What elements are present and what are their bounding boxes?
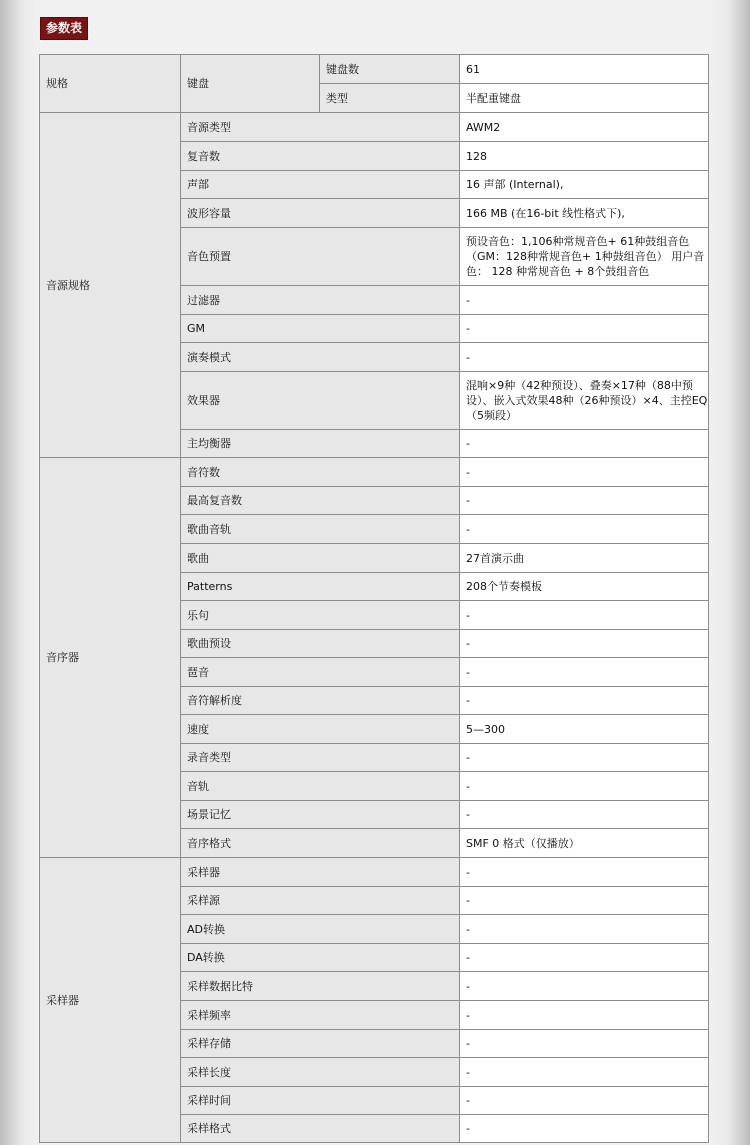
row-value: AWM2 — [460, 113, 709, 142]
row-label: 场景记忆 — [181, 801, 460, 829]
row-label: 歌曲 — [181, 544, 460, 573]
row-value: - — [460, 343, 709, 372]
row-label: Patterns — [181, 573, 460, 601]
group-label-tone: 音源规格 — [40, 113, 181, 458]
row-label: 效果器 — [181, 372, 460, 430]
row-label: 类型 — [320, 84, 460, 113]
row-value: - — [460, 772, 709, 801]
row-label: 音轨 — [181, 772, 460, 801]
row-label: 键盘数 — [320, 55, 460, 84]
row-label: 音色预置 — [181, 228, 460, 286]
table-row — [40, 858, 709, 887]
row-value: - — [460, 744, 709, 772]
row-value: 5—300 — [460, 715, 709, 744]
row-label: AD转换 — [181, 915, 460, 944]
row-label: 演奏模式 — [181, 343, 460, 372]
row-value: SMF 0 格式（仅播放） — [460, 829, 709, 858]
row-label: GM — [181, 315, 460, 343]
row-value: - — [460, 687, 709, 715]
row-value: - — [460, 1087, 709, 1115]
row-value: - — [460, 972, 709, 1001]
row-value: - — [460, 286, 709, 315]
row-value: - — [460, 430, 709, 458]
row-value: - — [460, 1001, 709, 1030]
page-title: 参数表 — [41, 18, 87, 39]
row-value: - — [460, 315, 709, 343]
row-label: 采样长度 — [181, 1058, 460, 1087]
spec-table — [39, 54, 709, 1143]
row-label: 采样器 — [181, 858, 460, 887]
row-label: DA转换 — [181, 944, 460, 972]
row-label: 音符解析度 — [181, 687, 460, 715]
row-label: 乐句 — [181, 601, 460, 630]
group-label-spec: 规格 — [40, 55, 181, 113]
row-label: 采样频率 — [181, 1001, 460, 1030]
row-label: 音源类型 — [181, 113, 460, 142]
row-value: - — [460, 858, 709, 887]
row-value: 混响×9种（42种预设）、叠奏×17种（88中预设）、嵌入式效果48种（26种预设）×4、主控EQ（5频段） — [460, 372, 709, 430]
row-value: - — [460, 658, 709, 687]
row-label: 波形容量 — [181, 199, 460, 228]
row-label: 声部 — [181, 171, 460, 199]
row-value: - — [460, 1115, 709, 1143]
row-value: 61 — [460, 55, 709, 84]
row-label: 采样存储 — [181, 1030, 460, 1058]
row-value: - — [460, 801, 709, 829]
row-label: 采样数据比特 — [181, 972, 460, 1001]
row-label: 采样格式 — [181, 1115, 460, 1143]
sub-label-keyboard: 键盘 — [181, 55, 320, 113]
row-value: 27首演示曲 — [460, 544, 709, 573]
group-label-sequencer: 音序器 — [40, 458, 181, 858]
row-label: 音符数 — [181, 458, 460, 487]
row-value: - — [460, 601, 709, 630]
row-label: 歌曲音轨 — [181, 515, 460, 544]
spec-table-body — [40, 55, 709, 1143]
row-value: - — [460, 944, 709, 972]
table-row — [40, 55, 709, 84]
row-value: 16 声部 (Internal), — [460, 171, 709, 199]
row-label: 音序格式 — [181, 829, 460, 858]
row-value: - — [460, 487, 709, 515]
row-label: 主均衡器 — [181, 430, 460, 458]
row-label: 过滤器 — [181, 286, 460, 315]
row-label: 复音数 — [181, 142, 460, 171]
row-value: 128 — [460, 142, 709, 171]
row-value: - — [460, 515, 709, 544]
row-value: - — [460, 1058, 709, 1087]
row-label: 歌曲预设 — [181, 630, 460, 658]
row-value: - — [460, 887, 709, 915]
row-value: 208个节奏模板 — [460, 573, 709, 601]
row-label: 速度 — [181, 715, 460, 744]
row-label: 琶音 — [181, 658, 460, 687]
row-label: 采样时间 — [181, 1087, 460, 1115]
row-value: 预设音色：1,106种常规音色+ 61种鼓组音色（GM：128种常规音色+ 1种鼓组音色） 用户音色： 128 种常规音色 + 8个鼓组音色 — [460, 228, 709, 286]
row-label: 录音类型 — [181, 744, 460, 772]
row-label: 采样源 — [181, 887, 460, 915]
row-label: 最高复音数 — [181, 487, 460, 515]
row-value: 半配重键盘 — [460, 84, 709, 113]
row-value: - — [460, 630, 709, 658]
table-row — [40, 113, 709, 142]
row-value: 166 MB (在16-bit 线性格式下), — [460, 199, 709, 228]
row-value: - — [460, 1030, 709, 1058]
row-value: - — [460, 458, 709, 487]
row-value: - — [460, 915, 709, 944]
group-label-sampler: 采样器 — [40, 858, 181, 1143]
table-row — [40, 458, 709, 487]
